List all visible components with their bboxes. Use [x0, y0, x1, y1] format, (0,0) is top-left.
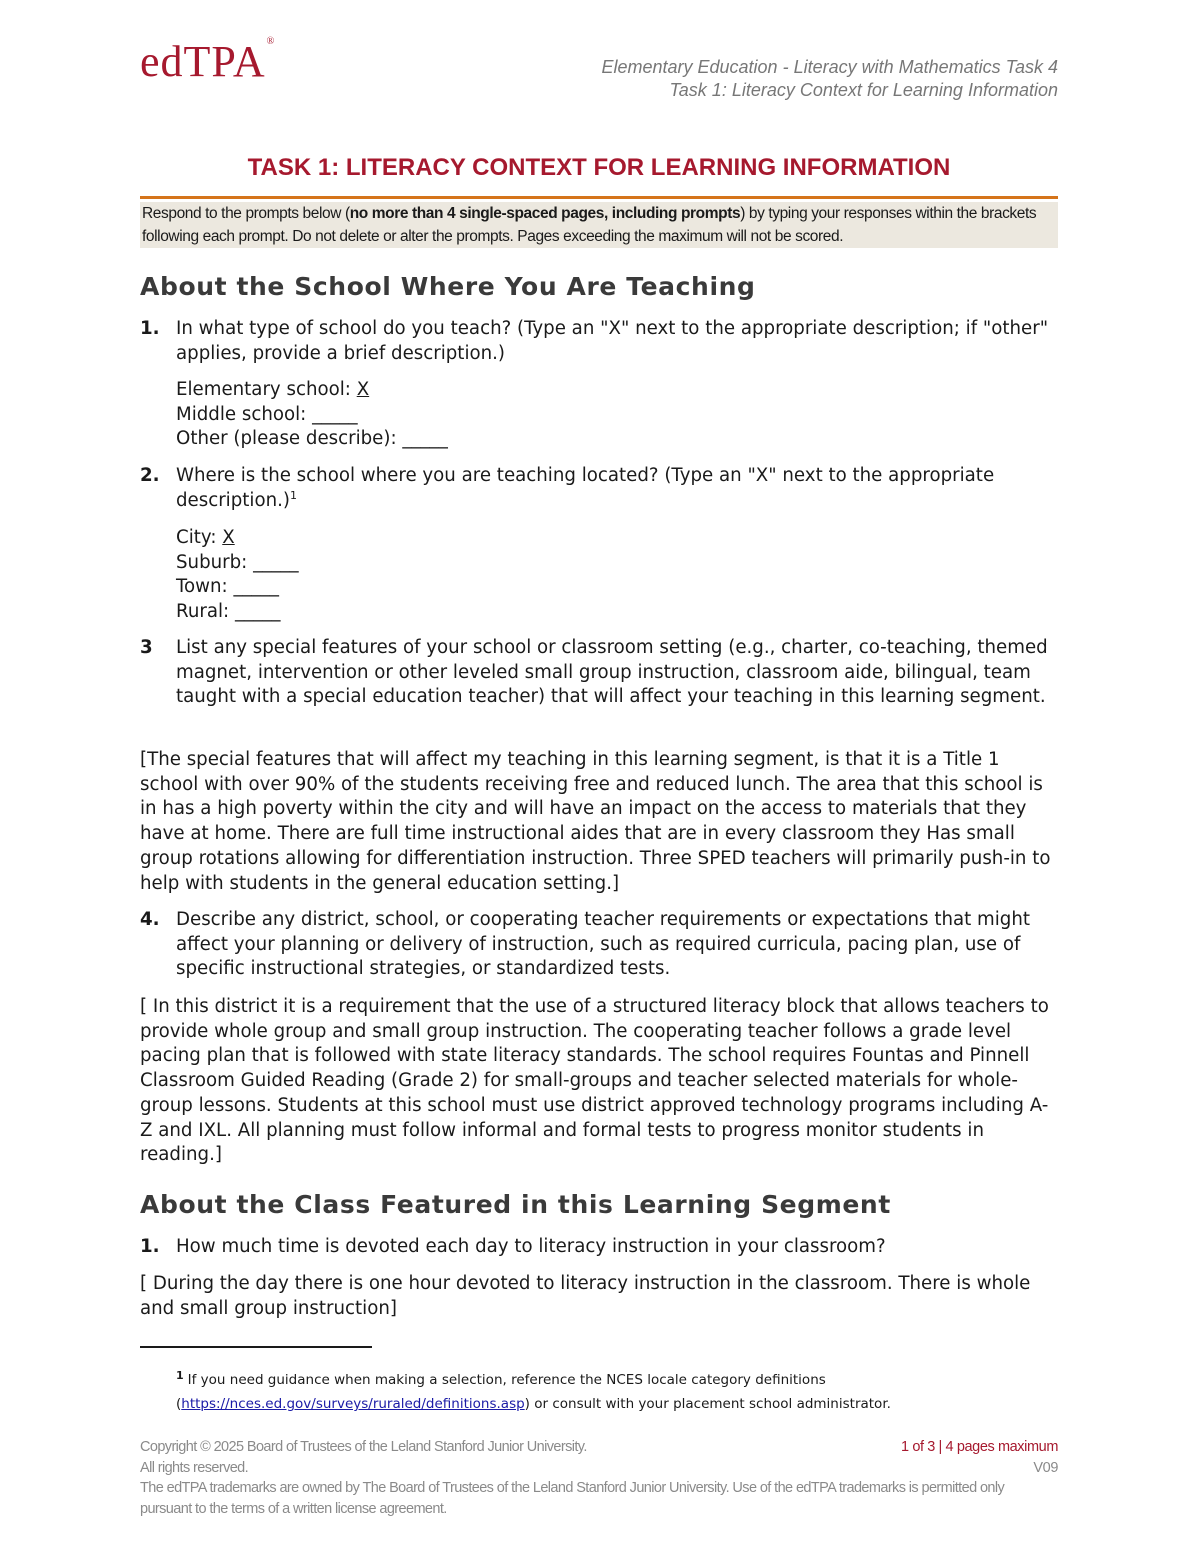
option-other: Other (please describe): _____	[176, 428, 448, 450]
option-middle: Middle school: _____	[176, 403, 358, 425]
footnote-text-pre: If you need guidance when making a selection, reference the NCES locale category definitions (	[176, 1372, 826, 1412]
answer-special-features[interactable]: [The special features that will affect my teaching in this learning segment, is that it is a Title 1 school with over 90% of the students receiving free and reduced lunch. The area that this school is in has a high poverty within the city and will have an impact on the access to materials that they have at home. There are full time instructional aides that are in every classroom they Has small group rotations allowing for differentiation instruction. Three SPED teachers will primarily push-in to help with students in the general education setting.]	[140, 749, 1051, 894]
footnote	[176, 1368, 1056, 1416]
question-special-features	[140, 636, 1060, 710]
rights-line: All rights reserved.	[140, 1459, 249, 1476]
footnote-number: 1	[176, 1368, 184, 1382]
section-heading-school: About the School Where You Are Teaching	[140, 272, 756, 301]
edtpa-logo	[140, 36, 275, 87]
option-elementary: Elementary school: X	[176, 379, 370, 400]
instructions-bold: no more than 4 single-spaced pages, including prompts	[349, 205, 741, 222]
option-rural-value[interactable]: _____	[234, 601, 281, 623]
copyright-line: Copyright © 2025 Board of Trustees of the Leland Stanford Junior University.	[140, 1439, 587, 1455]
logo-text: edTPA	[140, 37, 266, 86]
version-label: V09	[1033, 1459, 1058, 1476]
header-line-2: Task 1: Literacy Context for Learning Information	[669, 80, 1058, 100]
running-header	[601, 56, 1058, 102]
question-number: 1.	[140, 1236, 160, 1257]
answer-requirements[interactable]: [ In this district it is a requirement that the use of a structured literacy block that allows teachers to provide whole group and small group instruction. The cooperating teacher follows a grade level pacing plan that is followed with state literacy standards. The school requires Fountas and Pinnell Classroom Guided Reading (Grade 2) for small-groups and teacher selected materials for whole-group lessons. Students at this school must use district approved technology programs including A-Z and IXL. All planning must follow informal and formal tests to progress monitor students in reading.]	[140, 996, 1049, 1166]
footer-page-info	[901, 1437, 1058, 1478]
question-number: 2.	[140, 465, 160, 486]
footnote-ref[interactable]: 1	[290, 488, 298, 502]
logo-registered-mark: ®	[266, 36, 276, 47]
option-city: City: X	[176, 527, 235, 548]
task-title: TASK 1: LITERACY CONTEXT FOR LEARNING INFORMATION	[247, 154, 951, 181]
option-middle-value[interactable]: _____	[312, 403, 358, 425]
instructions-post: ) by typing your responses within the brackets following each prompt. Do not delete or alter the prompts. Pages exceeding the maximum will not be scored.	[142, 205, 1037, 245]
section-heading-class: About the Class Featured in this Learning Segment	[140, 1190, 891, 1219]
question-requirements	[140, 908, 1060, 982]
nces-link[interactable]: https://nces.ed.gov/surveys/ruraled/definitions.asp	[181, 1396, 525, 1412]
instructions-pre: Respond to the prompts below (	[142, 205, 350, 222]
question-literacy-time	[140, 1235, 1060, 1260]
option-suburb: Suburb: _____	[176, 551, 299, 573]
question-text: Describe any district, school, or cooperating teacher requirements or expectations that might affect your planning or delivery of instruction, such as required curricula, pacing plan, use of specific instructional strategies, or standardized tests.	[176, 909, 1031, 980]
school-location-options	[176, 526, 299, 625]
answer-literacy-time[interactable]: [ During the day there is one hour devoted to literacy instruction in the classroom. There is whole and small group instruction]	[140, 1273, 1031, 1319]
trademark-line: The edTPA trademarks are owned by The Board of Trustees of the Leland Stanford Junior University. Use of the edTPA trademarks is permitted only pursuant to the terms of a written license agreement.	[140, 1480, 1005, 1517]
option-rural: Rural: _____	[176, 601, 281, 623]
question-text: In what type of school do you teach? (Type an "X" next to the appropriate description; if "other" applies, provide a brief description.)	[176, 318, 1049, 364]
question-school-type	[140, 317, 1060, 366]
question-number: 4.	[140, 909, 160, 930]
option-elementary-value[interactable]: X	[356, 379, 370, 400]
question-text: Where is the school where you are teaching located? (Type an "X" next to the appropriate description.)	[176, 465, 995, 511]
question-number: 3	[140, 637, 153, 658]
question-text: How much time is devoted each day to literacy instruction in your classroom?	[176, 1236, 886, 1257]
header-line-1: Elementary Education - Literacy with Mathematics Task 4	[601, 57, 1058, 77]
title-divider	[140, 196, 1058, 199]
option-other-value[interactable]: _____	[402, 428, 448, 450]
option-town-value[interactable]: _____	[233, 576, 279, 598]
question-school-location	[140, 464, 1060, 513]
page-number: 1 of 3 | 4 pages maximum	[901, 1439, 1058, 1455]
option-town: Town: _____	[176, 576, 279, 598]
option-suburb-value[interactable]: _____	[253, 551, 299, 573]
footer-copyright	[140, 1437, 1010, 1519]
instructions-box	[140, 202, 1058, 248]
question-text: List any special features of your school or classroom setting (e.g., charter, co-teaching, themed magnet, intervention or other leveled small group instruction, classroom aide, bilingual, team taught with a special education teacher) that will affect your teaching in this learning segment.	[176, 637, 1048, 708]
school-type-options	[176, 378, 448, 452]
footnote-divider	[140, 1346, 372, 1348]
option-city-value[interactable]: X	[222, 527, 235, 548]
footnote-text-post: ) or consult with your placement school administrator.	[524, 1396, 891, 1412]
question-number: 1.	[140, 318, 160, 339]
